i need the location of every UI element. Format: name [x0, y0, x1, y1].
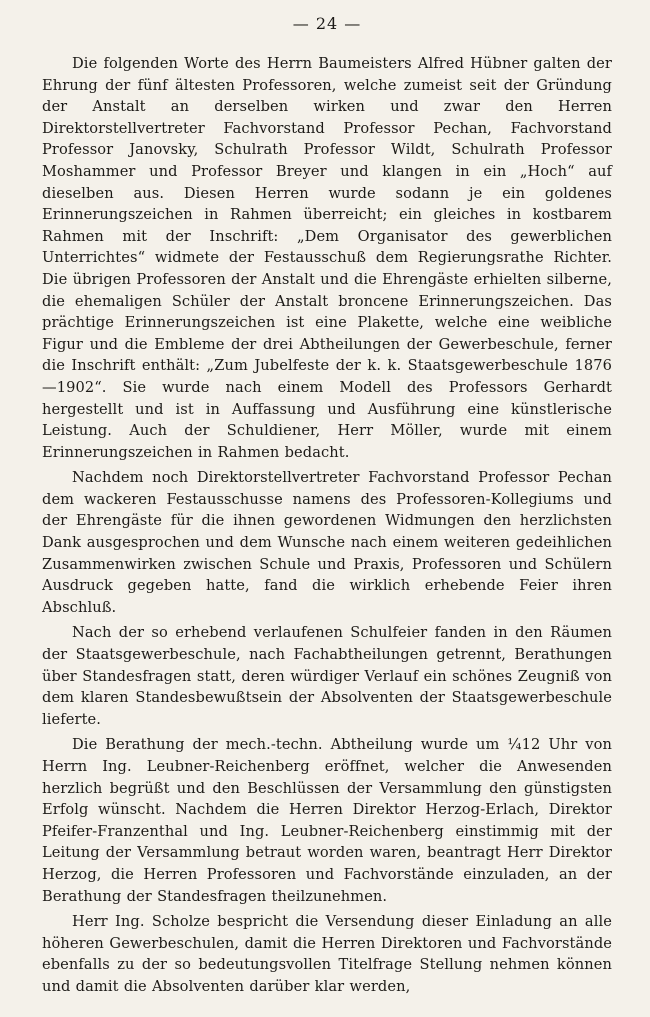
page-number: — 24 —: [292, 14, 362, 33]
paragraph: Nachdem noch Direktorstellvertreter Fachvorstand Professor Pechan dem wackeren Festausschusse namens des Professoren-Kollegiums und der Ehrengäste für die ihnen gewordenen Widmungen den herzlichsten Dank ausgesprochen und dem Wunsche nach einem weiteren gedeihlichen Zusammenwirken zwischen Schule und Praxis, Professoren und Schülern Ausdruck gegeben hatte, fand die wirklich erhebende Feier ihren Abschluß.: [42, 469, 612, 616]
paragraph: Die Berathung der mech.-techn. Abtheilung wurde um ¼12 Uhr von Herrn Ing. Leubner-Reichenberg eröffnet, welcher die Anwesenden herzlich begrüßt und den Beschlüssen der Versammlung den günstigsten Erfolg wünscht. Nachdem die Herren Direktor Herzog-Erlach, Direktor Pfeifer-Franzenthal und Ing. Leubner-Reichenberg einstimmig mit der Leitung der Versammlung betraut worden waren, beantragt Herr Direktor Herzog, die Herren Professoren und Fachvorstände einzuladen, an der Berathung der Standesfragen theilzunehmen.: [42, 736, 612, 905]
paragraph: Die folgenden Worte des Herrn Baumeisters Alfred Hübner galten der Ehrung der fünf ältesten Professoren, welche zumeist seit der Gründung der Anstalt an derselben wirken und zwar den Herren Direktorstellvertreter Fachvorstand Professor Pechan, Fachvorstand Professor Janovsky, Schulrath Professor Wildt, Schulrath Professor Moshammer und Professor Breyer und klangen in ein „Hoch“ auf dieselben aus. Diesen Herren wurde sodann je ein goldenes Erinnerungszeichen in Rahmen überreicht; ein gleiches in kostbarem Rahmen mit der Inschrift: „Dem Organisator des gewerblichen Unterrichtes“ widmete der Festausschuß dem Regierungsrathe Richter. Die übrigen Professoren der Anstalt und die Ehrengäste erhielten silberne, die ehemaligen Schüler der Anstalt broncene Erinnerungszeichen. Das prächtige Erinnerungszeichen ist eine Plakette, welche eine weibliche Figur und die Embleme der drei Abtheilungen der Gewerbeschule, ferner die Inschrift enthält: „Zum Jubelfeste der k. k. Staatsgewerbeschule 1876—1902“. Sie wurde nach einem Modell des Professors Gerhardt hergestellt und ist in Auffassung und Ausführung eine künstlerische Leistung. Auch der Schuldiener, Herr Möller, wurde mit einem Erinnerungszeichen in Rahmen bedacht.: [42, 55, 612, 461]
body-text: [42, 53, 612, 998]
paragraph: Herr Ing. Scholze bespricht die Versendung dieser Einladung an alle höheren Gewerbeschulen, damit die Herren Direktoren und Fachvorstände ebenfalls zu der so bedeutungsvollen Titelfrage Stellung nehmen können und damit die Absolventen darüber klar werden,: [42, 913, 612, 995]
paragraph: Nach der so erhebend verlaufenen Schulfeier fanden in den Räumen der Staatsgewerbeschule, nach Fachabtheilungen getrennt, Berathungen über Standesfragen statt, deren würdiger Verlauf ein schönes Zeugniß von dem klaren Standesbewußtsein der Absolventen der Staatsgewerbeschule lieferte.: [42, 624, 612, 728]
